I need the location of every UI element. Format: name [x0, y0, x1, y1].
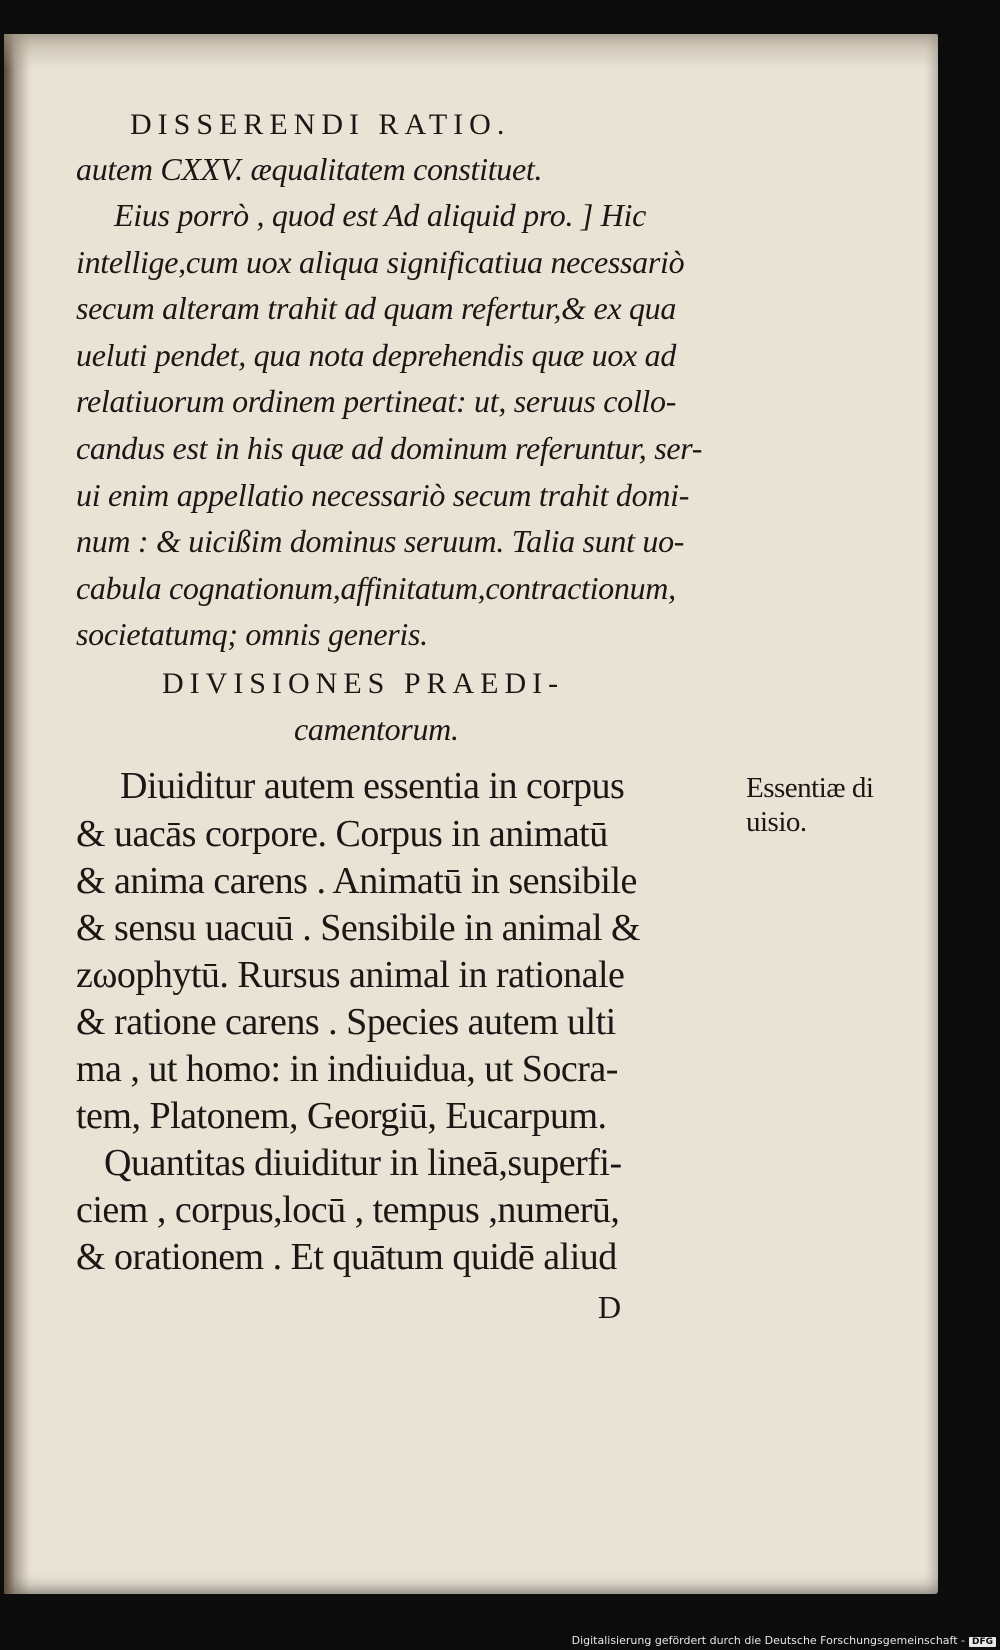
italic-line: cabula cognationum,affinitatum,contractionum, — [76, 570, 676, 606]
running-head: DISSERENDI RATIO. — [130, 108, 511, 141]
dfg-logo: DFG — [969, 1637, 996, 1647]
signature-mark: D — [598, 1289, 621, 1325]
body-line: ma , ut homo: in indiuidua, ut Socra- — [76, 1048, 618, 1090]
italic-line: relatiuorum ordinem pertineat: ut, seruus collo- — [76, 383, 677, 419]
body-line: & ratione carens . Species autem ulti — [76, 1001, 616, 1043]
body-line: Diuiditur autem essentia in corpus — [120, 765, 625, 807]
body-line: & orationem . Et quātum quidē aliud — [76, 1236, 617, 1278]
margin-note-line: uisio. — [746, 806, 807, 838]
body-line: zωophytū. Rursus animal in rationale — [76, 954, 625, 996]
italic-line: num : & uicißim dominus seruum. Talia sunt uo- — [76, 523, 685, 559]
italic-line: societatumq; omnis generis. — [76, 616, 428, 652]
footer-credit — [572, 1634, 996, 1647]
italic-line: secum alteram trahit ad quam refertur,& ex qua — [76, 290, 677, 326]
body-line: ciem , corpus,locū , tempus ,numerū, — [76, 1189, 620, 1231]
body-line: & anima carens . Animatū in sensibile — [76, 860, 637, 902]
book-page — [4, 34, 938, 1594]
section-heading: DIVISIONES PRAEDI- — [162, 667, 565, 700]
italic-line: candus est in his quæ ad dominum referuntur, ser- — [76, 430, 703, 466]
italic-line: autem CXXV. æqualitatem constituet. — [76, 151, 543, 187]
footer-text: Digitalisierung gefördert durch die Deutsche Forschungsgemeinschaft - — [571, 1634, 965, 1647]
body-line: Quantitas diuiditur in lineā,superfi- — [104, 1142, 622, 1184]
italic-line: ueluti pendet, qua nota deprehendis quæ uox ad — [76, 337, 677, 373]
body-line: & uacās corpore. Corpus in animatū — [76, 813, 608, 855]
section-subheading: camentorum. — [294, 711, 459, 747]
italic-line: ui enim appellatio necessariò secum trahit domi- — [76, 477, 690, 513]
italic-line: Eius porrò , quod est Ad aliquid pro. ] Hic — [114, 197, 647, 233]
body-line: & sensu uacuū . Sensibile in animal & — [76, 907, 641, 949]
italic-line: intellige,cum uox aliqua significatiua necessariò — [76, 244, 685, 280]
margin-note-line: Essentiæ di — [746, 772, 874, 804]
body-line: tem, Platonem, Georgiū, Eucarpum. — [76, 1095, 607, 1137]
